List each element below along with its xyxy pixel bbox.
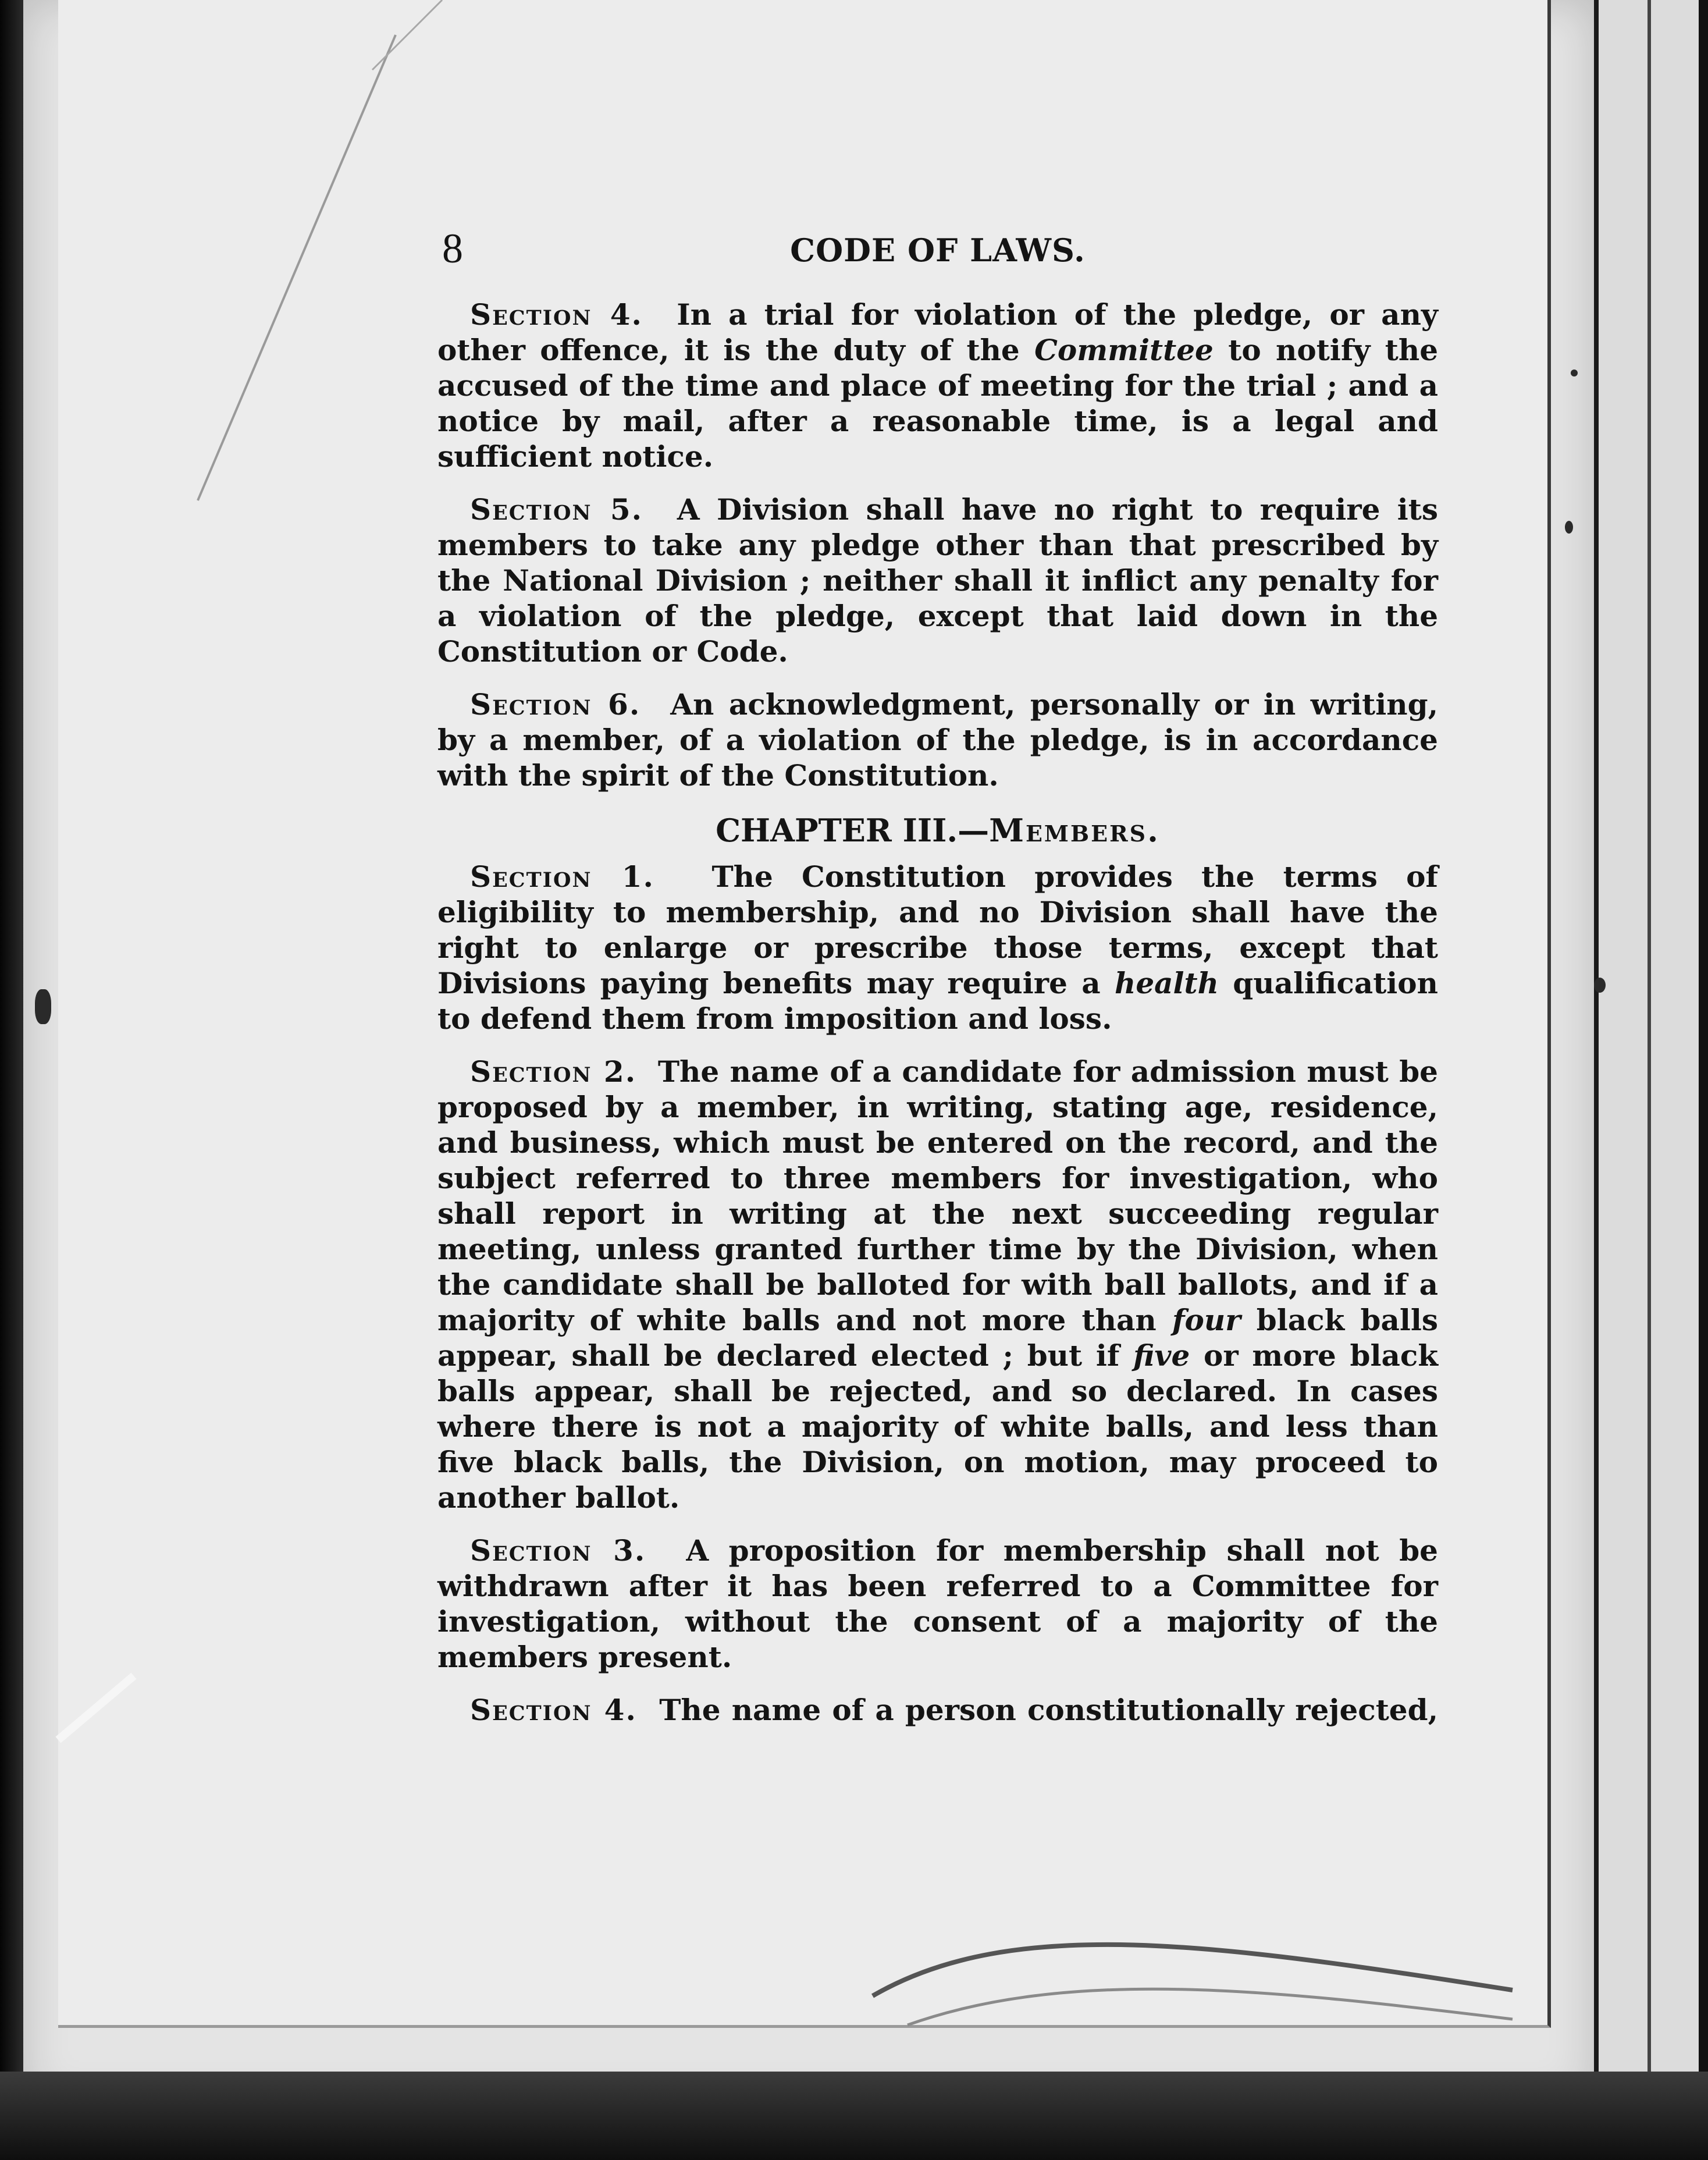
chapter-number: CHAPTER III.— bbox=[716, 812, 990, 849]
ink-speck bbox=[1594, 978, 1606, 993]
section-ch3-2 bbox=[437, 1054, 1438, 1515]
section-text: The name of a person constitutionally rejected, bbox=[659, 1693, 1438, 1727]
binding-edge bbox=[0, 0, 23, 2160]
section-text: The Constitution provides the terms of eligibility to membership, and no Division shall have the right to enlarge or prescribe those terms, except that Divisions paying benefits may require a bbox=[437, 859, 1438, 1000]
section-label: Section 4. bbox=[470, 1693, 637, 1727]
section-label: Section 1. bbox=[470, 859, 654, 894]
chapter-title: Members. bbox=[989, 812, 1160, 849]
section-text: The name of a candidate for admission must be proposed by a member, in writing, stating age, residence, and business, which must be entered on the record, and the subject referred to three members for investigation, who shall report in writing at the next succeeding regular meeting, unless granted further time by the Division, when the candidate shall be balloted for with ball ballots, and if a majority of white balls and not more than bbox=[437, 1054, 1438, 1337]
section-text: A proposition for membership shall not be withdrawn after it has been referred to a Committee for investigation, without the consent of a majority of the members present. bbox=[437, 1533, 1438, 1674]
section-label: Section 6. bbox=[470, 687, 641, 722]
chapter-heading bbox=[437, 813, 1438, 848]
running-head: CODE OF LAWS. bbox=[790, 232, 1086, 269]
section-ch3-4 bbox=[437, 1692, 1438, 1728]
section-emphasis: five bbox=[1133, 1338, 1190, 1373]
section-emphasis: Committee bbox=[1034, 333, 1214, 367]
page-text bbox=[437, 222, 1438, 1728]
section-text: In a trial for violation of the pledge, or any other offence, it is the duty of the bbox=[437, 297, 1438, 367]
section-ch2-5 bbox=[437, 492, 1438, 669]
section-ch2-6 bbox=[437, 687, 1438, 793]
section-text: An acknowledgment, personally or in writing, by a member, of a violation of the pledge, is in accordance with the spirit of the Constitution. bbox=[437, 687, 1438, 793]
section-ch3-1 bbox=[437, 859, 1438, 1036]
section-emphasis: health bbox=[1114, 966, 1219, 1000]
ink-speck bbox=[1565, 521, 1573, 534]
section-label: Section 4. bbox=[470, 297, 643, 332]
adjacent-page-edge bbox=[1594, 0, 1708, 2160]
section-emphasis: four bbox=[1172, 1303, 1241, 1337]
section-label: Section 3. bbox=[470, 1533, 646, 1568]
section-label: Section 5. bbox=[470, 492, 643, 527]
section-text: or more black balls appear, shall be rejected, and so declared. In cases where there is not a majority of white balls, and less than five black balls, the Division, on motion, may proceed to another ballot. bbox=[437, 1338, 1438, 1515]
section-text: black balls appear, shall be declared elected ; but if bbox=[437, 1303, 1438, 1373]
ink-speck bbox=[1571, 370, 1578, 376]
section-text: to notify the accused of the time and place of meeting for the trial ; and a notice by mail, after a reasonable time, is a legal and sufficient notice. bbox=[437, 333, 1439, 474]
section-ch3-3 bbox=[437, 1533, 1438, 1675]
section-ch2-4 bbox=[437, 297, 1438, 474]
section-text: A Division shall have no right to require its members to take any pledge other than that prescribed by the National Division ; neither shall it inflict any penalty for a violation of the pledge, except that laid down in the Constitution or Code. bbox=[437, 492, 1438, 669]
ink-speck bbox=[35, 989, 51, 1024]
section-label: Section 2. bbox=[470, 1054, 637, 1089]
section-text: qualification to defend them from imposition and loss. bbox=[437, 966, 1438, 1036]
page-header bbox=[437, 222, 1438, 275]
page-number: 8 bbox=[442, 225, 463, 272]
bottom-page-edge bbox=[0, 2072, 1708, 2160]
